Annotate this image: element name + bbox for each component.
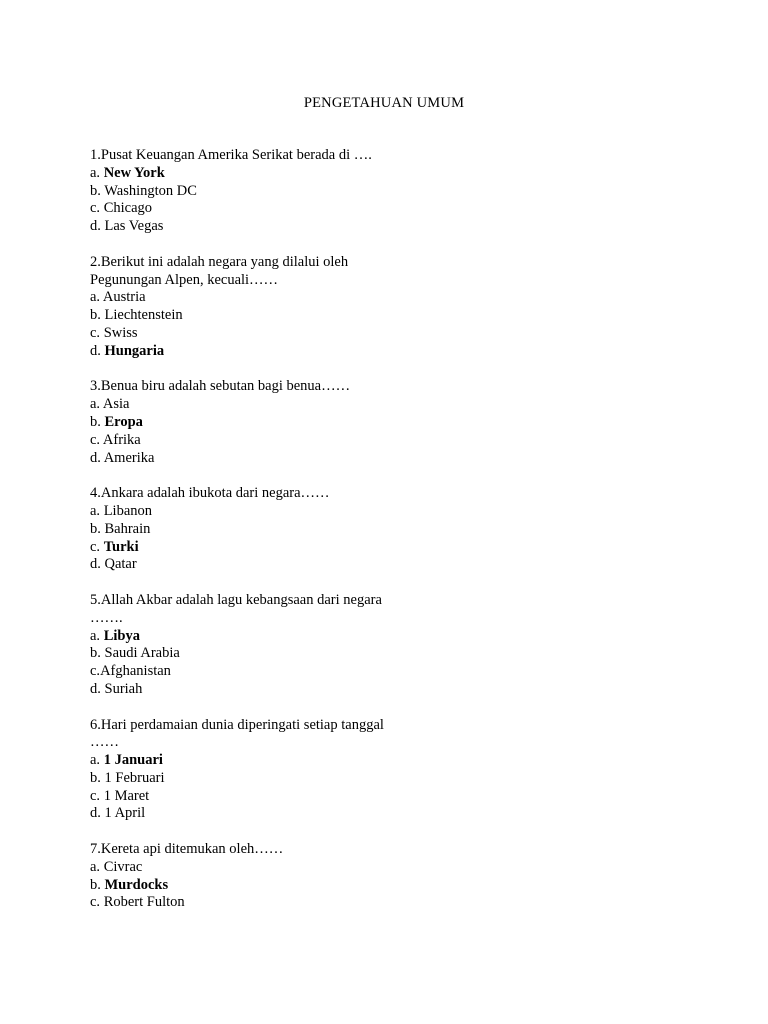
correct-answer-text: New York — [103, 164, 165, 181]
correct-answer-text: Hungaria — [104, 342, 165, 359]
option-letter: b. — [90, 876, 105, 893]
answer-option — [90, 556, 420, 574]
question-item — [90, 717, 420, 824]
question-list — [90, 147, 420, 930]
option-text: 1 Maret — [103, 787, 150, 804]
correct-answer-text: 1 Januari — [103, 752, 163, 769]
option-letter: b. — [90, 769, 105, 786]
option-letter: b. — [90, 645, 105, 662]
option-text: Robert Fulton — [103, 894, 185, 911]
option-letter: d. — [90, 218, 105, 235]
option-letter: a. — [90, 627, 104, 644]
option-letter: c. — [90, 538, 104, 555]
question-item — [90, 254, 420, 361]
option-text: Civrac — [103, 858, 143, 875]
option-letter: a. — [90, 164, 104, 181]
option-letter: a. — [90, 502, 104, 519]
option-text: 1 Februari — [104, 769, 165, 786]
answer-option — [90, 752, 420, 770]
option-letter: c. — [90, 200, 104, 217]
option-letter: b. — [90, 307, 105, 324]
option-text: Liechtenstein — [104, 307, 183, 324]
answer-option — [90, 894, 420, 912]
option-letter: d. — [90, 556, 105, 573]
option-letter: c. — [90, 787, 104, 804]
option-letter: d. — [90, 805, 105, 822]
option-letter: b. — [90, 413, 105, 430]
option-letter: c. — [90, 431, 103, 448]
question-item — [90, 378, 420, 467]
question-text: Pegunungan Alpen, kecuali…… — [90, 271, 279, 288]
option-text: Asia — [102, 396, 130, 413]
option-text: Austria — [102, 289, 146, 306]
answer-option — [90, 663, 420, 681]
option-text: Qatar — [104, 556, 137, 573]
answer-option — [90, 218, 420, 236]
question-item — [90, 592, 420, 699]
option-text: Chicago — [103, 200, 153, 217]
option-text: Libanon — [103, 502, 153, 519]
option-text: Bahrain — [104, 520, 151, 537]
question-text: 7.Kereta api ditemukan oleh…… — [90, 841, 284, 858]
option-text: Las Vegas — [104, 218, 164, 235]
option-letter: c. — [90, 894, 104, 911]
answer-option — [90, 503, 420, 521]
answer-option — [90, 200, 420, 218]
answer-option — [90, 432, 420, 450]
question-item — [90, 841, 420, 912]
correct-answer-text: Turki — [103, 538, 139, 555]
answer-option — [90, 788, 420, 806]
answer-option — [90, 770, 420, 788]
answer-option — [90, 307, 420, 325]
answer-option — [90, 521, 420, 539]
option-letter: b. — [90, 182, 105, 199]
option-letter: d. — [90, 680, 105, 697]
question-text: …… — [90, 734, 119, 751]
question-item — [90, 147, 420, 236]
answer-option — [90, 645, 420, 663]
answer-option — [90, 183, 420, 201]
option-text: Afrika — [102, 431, 141, 448]
correct-answer-text: Murdocks — [104, 876, 169, 893]
option-letter: a. — [90, 396, 103, 413]
answer-option — [90, 681, 420, 699]
answer-option — [90, 165, 420, 183]
answer-option — [90, 539, 420, 557]
option-letter: a. — [90, 289, 103, 306]
question-text: 3.Benua biru adalah sebutan bagi benua…… — [90, 378, 351, 395]
option-letter: a. — [90, 752, 104, 769]
question-text: 4.Ankara adalah ibukota dari negara…… — [90, 485, 330, 502]
option-text: Swiss — [103, 324, 138, 341]
answer-option — [90, 805, 420, 823]
answer-option — [90, 877, 420, 895]
option-text: Suriah — [104, 680, 143, 697]
page-title: PENGETAHUAN UMUM — [303, 95, 465, 111]
option-text: Afghanistan — [100, 663, 171, 680]
correct-answer-text: Eropa — [104, 413, 143, 430]
option-letter: b. — [90, 520, 105, 537]
question-text: 1.Pusat Keuangan Amerika Serikat berada di …. — [90, 147, 372, 163]
question-text: 2.Berikut ini adalah negara yang dilalui oleh — [90, 253, 349, 270]
answer-option — [90, 325, 420, 343]
answer-option — [90, 450, 420, 468]
option-letter: c. — [90, 324, 104, 341]
answer-option — [90, 343, 420, 361]
option-text: 1 April — [104, 805, 146, 822]
option-letter: c. — [90, 663, 101, 680]
option-text: Amerika — [103, 449, 155, 466]
answer-option — [90, 396, 420, 414]
option-letter: a. — [90, 858, 104, 875]
answer-option — [90, 859, 420, 877]
option-text: Saudi Arabia — [104, 645, 180, 662]
answer-option — [90, 628, 420, 646]
option-letter: d. — [90, 342, 105, 359]
answer-option — [90, 289, 420, 307]
option-letter: d. — [90, 449, 104, 466]
question-text: 5.Allah Akbar adalah lagu kebangsaan dari negara — [90, 591, 382, 608]
correct-answer-text: Libya — [103, 627, 140, 644]
question-text: ……. — [90, 609, 123, 626]
question-text: 6.Hari perdamaian dunia diperingati setiap tanggal — [90, 716, 384, 733]
answer-option — [90, 414, 420, 432]
option-text: Washington DC — [104, 182, 197, 199]
question-item — [90, 485, 420, 574]
